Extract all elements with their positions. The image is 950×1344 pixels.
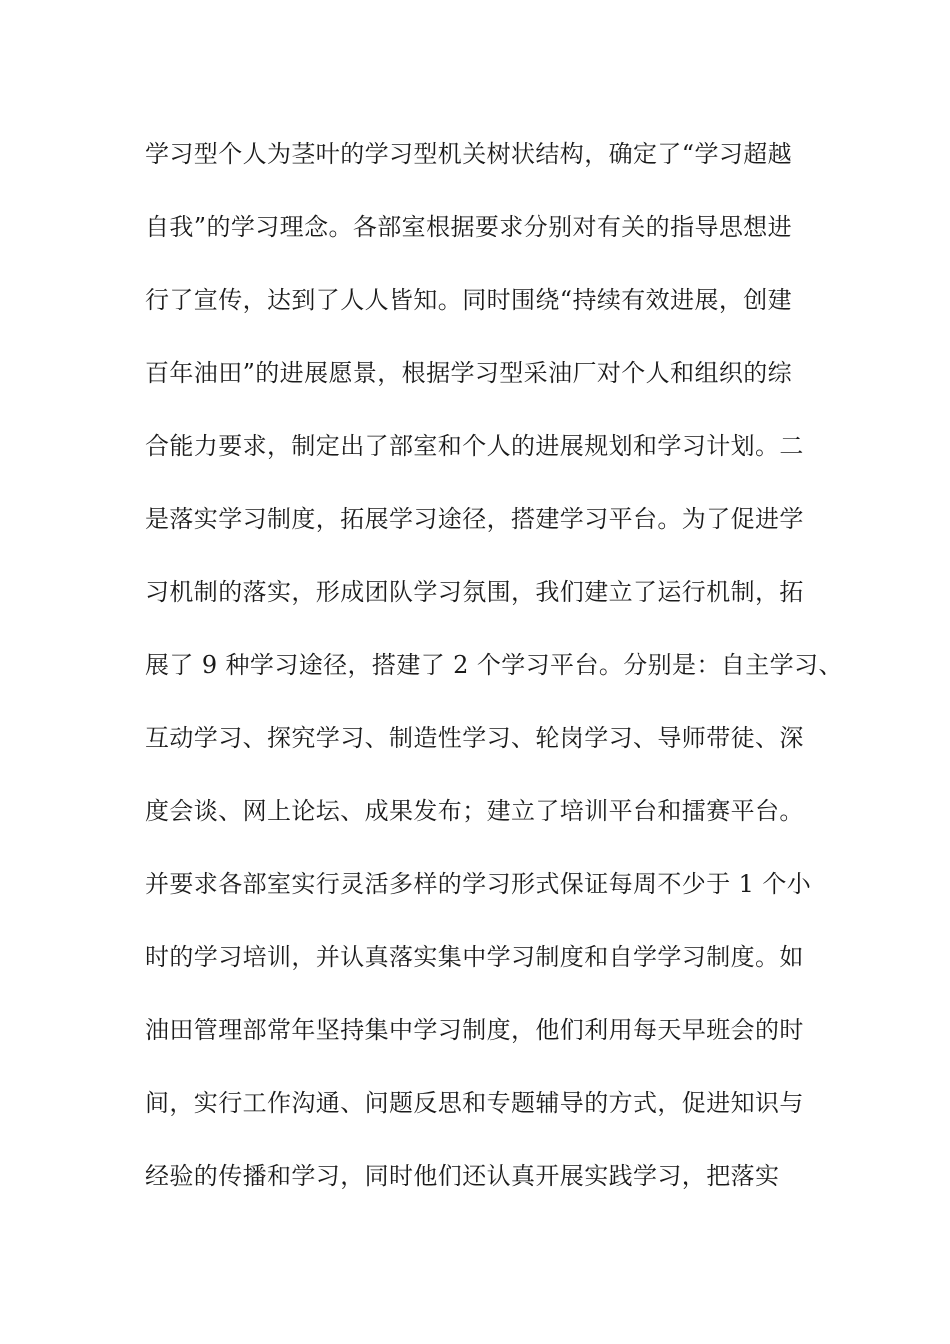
text-line: 行了宣传，达到了人人皆知。同时围绕“持续有效进展，创建	[145, 286, 793, 314]
text-line: 时的学习培训，并认真落实集中学习制度和自学学习制度。如	[145, 943, 804, 971]
text-line: 合能力要求，制定出了部室和个人的进展规划和学习计划。二	[145, 432, 804, 460]
text-line: 习机制的落实，形成团队学习氛围，我们建立了运行机制，拓	[145, 578, 804, 606]
text-line: 自我”的学习理念。各部室根据要求分别对有关的指导思想进	[145, 213, 793, 241]
text-line: 度会谈、网上论坛、成果发布；建立了培训平台和擂赛平台。	[145, 797, 804, 825]
text-line: 并要求各部室实行灵活多样的学习形式保证每周不少于 1 个小	[145, 870, 812, 898]
text-line: 油田管理部常年坚持集中学习制度，他们利用每天早班会的时	[145, 1016, 804, 1044]
text-line: 经验的传播和学习，同时他们还认真开展实践学习，把落实	[145, 1162, 780, 1190]
text-line: 互动学习、探究学习、制造性学习、轮岗学习、导师带徒、深	[145, 724, 804, 752]
body-text	[145, 131, 843, 1226]
text-line: 间，实行工作沟通、问题反思和专题辅导的方式，促进知识与	[145, 1089, 804, 1117]
text-line: 是落实学习制度，拓展学习途径，搭建学习平台。为了促进学	[145, 505, 804, 533]
text-line: 展了 9 种学习途径，搭建了 2 个学习平台。分别是：自主学习、	[145, 651, 843, 679]
text-line: 百年油田”的进展愿景，根据学习型采油厂对个人和组织的综	[145, 359, 793, 387]
text-line: 学习型个人为茎叶的学习型机关树状结构，确定了“学习超越	[145, 140, 793, 168]
